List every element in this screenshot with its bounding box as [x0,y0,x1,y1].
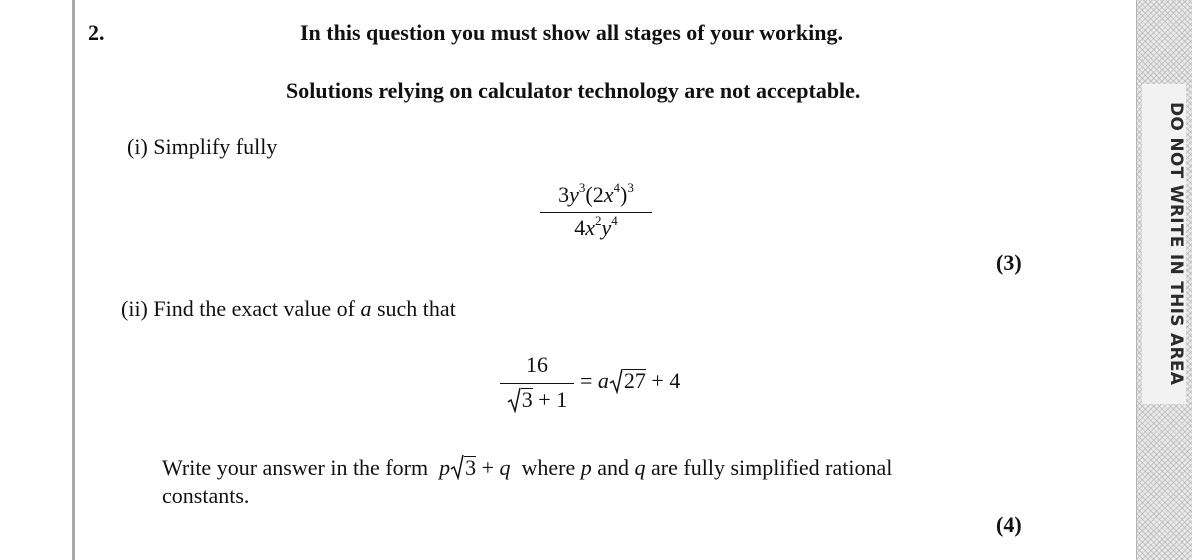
fraction-numerator: $3y^3(2x^4)^3$ [540,182,652,213]
part-i-fraction [540,182,652,241]
equation-right-side: = a 27 + 4 [580,368,681,393]
answer-form-instruction: Write your answer in the form p 3 + q where p and q are fully simplified rational constants. [162,455,893,508]
instruction-calculator: Solutions relying on calculator technology are not acceptable. [286,78,861,103]
part-i-label: (i) Simplify fully [127,134,278,159]
fraction-denominator: 3 + 1 [500,384,574,413]
part-ii-label: (ii) Find the exact value of a such that [121,296,456,321]
left-page-margin [0,0,75,560]
do-not-write-label: DO NOT WRITE IN THIS AREA [1142,84,1186,404]
fraction-numerator: 16 [500,352,574,384]
part-ii-fraction [500,352,574,413]
part-ii-marks: (4) [996,512,1022,537]
sqrt-symbol: 27 [609,368,646,394]
part-i-marks: (3) [996,250,1022,275]
sqrt-symbol: 3 [507,387,533,413]
fraction-denominator: $4x^2y^4$ [574,213,618,240]
question-number: 2. [88,20,105,45]
sqrt-symbol: 3 [450,454,476,482]
instruction-working: In this question you must show all stages of your working. [300,20,843,45]
